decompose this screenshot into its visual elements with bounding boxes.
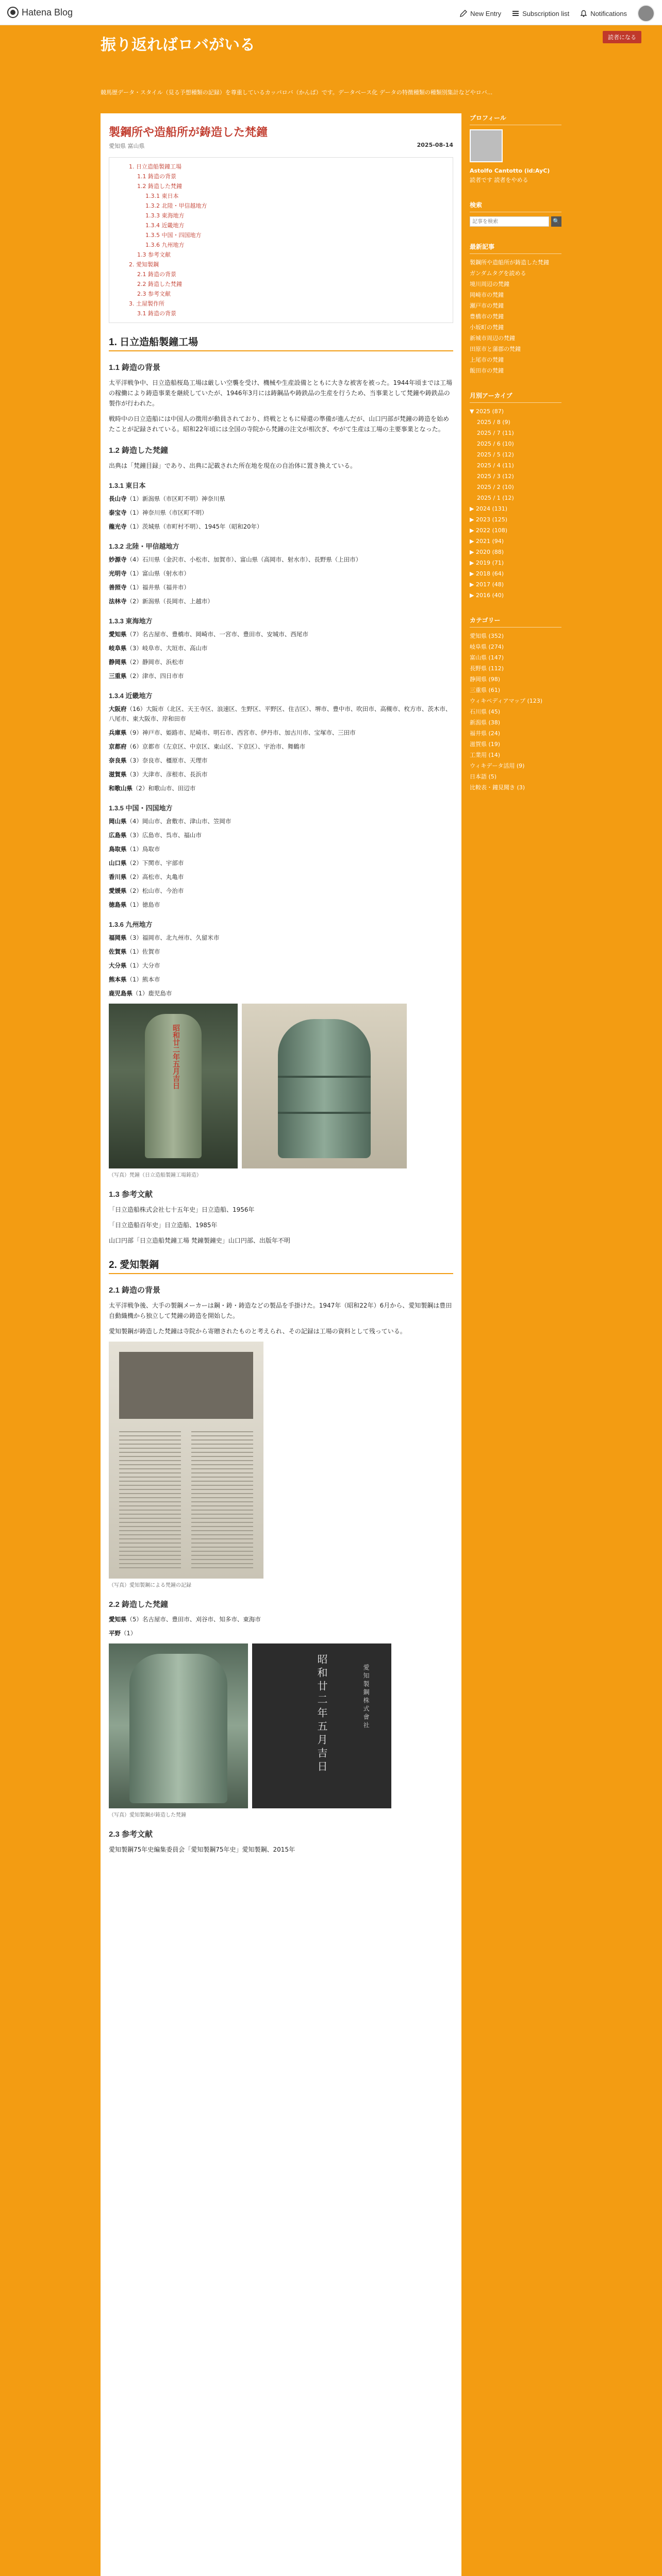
list-item-name[interactable]: 熊本県	[109, 976, 127, 983]
toc-list	[120, 162, 446, 318]
blog-description: 競馬歴データ・スタイル（見る予想種類の記録）を尊重しているカッパロバ（かんぱ）です。データベース化 データの特徴種類の種類別集計などやロバ...	[101, 89, 493, 96]
photo-row	[109, 1643, 453, 1808]
list-item	[109, 784, 453, 793]
list-item-text: （2）下関市、宇部市	[126, 859, 184, 867]
profile-name[interactable]: Astolfo Cantotto (id:AyC)	[470, 167, 550, 174]
toc-item[interactable]: 1.3.4 近畿地方	[145, 222, 185, 229]
sidebar-list-item	[470, 269, 561, 278]
sidebar-list-item	[470, 472, 561, 481]
reference-item: 山口円部「日立造船梵鐘工場 梵鐘製鐘史」山口円部、出版年不明	[109, 1237, 290, 1244]
sidebar-list-item	[470, 686, 561, 695]
region-list	[109, 630, 453, 681]
list-item-name[interactable]: 福岡県	[109, 934, 127, 941]
archive-module	[470, 391, 561, 600]
document-text-block	[119, 1429, 181, 1568]
sidebar-list-item	[470, 301, 561, 311]
top-bar	[0, 0, 662, 25]
list-item-text: （1）茨城県（市町村不明）、1945年（昭和20年）	[126, 523, 263, 530]
archive-link[interactable]: 2025 / 6 (10)	[477, 440, 514, 447]
recent-link[interactable]: 田原市と蒲郡の梵鐘	[470, 346, 521, 352]
list-item-text: （1）熊本市	[126, 976, 160, 983]
archive-link[interactable]: ▶ 2023 (125)	[470, 516, 508, 523]
bell-shape	[278, 1019, 371, 1158]
search-row	[470, 216, 561, 227]
entry-date: 2025-08-14	[417, 142, 453, 148]
list-item	[109, 900, 453, 910]
document-photo[interactable]	[109, 1342, 263, 1579]
list-item	[109, 886, 453, 896]
archive-link[interactable]: ▶ 2019 (71)	[470, 560, 504, 566]
bell-inscription: 昭和廿二年五月吉日	[316, 1654, 328, 1774]
list-item	[109, 704, 453, 724]
inscription-photo[interactable]	[252, 1643, 391, 1808]
recent-link[interactable]: 飯田市の梵鐘	[470, 367, 504, 374]
archive-link[interactable]: 2025 / 4 (11)	[477, 462, 514, 469]
sidebar-list-item	[470, 729, 561, 738]
pencil-icon	[459, 9, 468, 18]
search-icon[interactable]: 🔍	[551, 216, 561, 227]
list-item-text: （1）	[121, 1630, 137, 1637]
profile-subscribe-link[interactable]: 読者です 読者をやめる	[470, 177, 528, 183]
list-item-name[interactable]: 法林寺	[109, 598, 127, 605]
list-item-name[interactable]: 岡山県	[109, 818, 127, 825]
recent-list	[470, 258, 561, 376]
sidebar-list-item	[470, 591, 561, 600]
list-item-name[interactable]: 香川県	[109, 873, 127, 880]
document-text-block	[191, 1429, 253, 1568]
list-item-name[interactable]: 愛知県	[109, 1616, 127, 1623]
category-module	[470, 616, 561, 792]
category-link[interactable]: ウィキデータ活用 (9)	[470, 762, 525, 769]
list-item	[109, 643, 453, 653]
toc-item[interactable]: 1.1 鋳造の背景	[137, 173, 176, 180]
notifications-label: Notifications	[590, 9, 627, 18]
archive-link[interactable]: ▶ 2022 (108)	[470, 527, 508, 534]
list-item-text: （6）京都市（左京区、中京区、東山区、下京区）、宇治市、舞鶴市	[126, 743, 306, 750]
list-item	[109, 947, 453, 957]
bell-photo-left[interactable]	[109, 1004, 238, 1168]
list-item-name[interactable]: 妙源寺	[109, 556, 127, 563]
list-item	[109, 508, 453, 518]
archive-link[interactable]: 2025 / 7 (11)	[477, 430, 514, 436]
archive-link[interactable]: ▶ 2017 (48)	[470, 581, 504, 588]
list-item-name[interactable]: 泰宝寺	[109, 509, 127, 516]
list-item-text: （5）名古屋市、豊田市、刈谷市、知多市、東海市	[126, 1616, 261, 1623]
archive-link[interactable]: ▶ 2016 (40)	[470, 592, 504, 599]
list-item-text: （16）大阪市（北区、天王寺区、浪速区、生野区、平野区、住吉区）、堺市、豊中市、吹田市、高槻市、枚方市、茨木市、八尾市、東大阪市、岸和田市	[109, 705, 452, 722]
subsection-heading: 2.2 鋳造した梵鐘	[109, 1600, 169, 1609]
list-item-text: （7）名古屋市、豊橋市、岡崎市、一宮市、豊田市、安城市、西尾市	[126, 631, 308, 638]
list-item-text: （1）福井県（福井市）	[126, 584, 190, 591]
subscription-list-label: Subscription list	[522, 9, 570, 18]
sidebar-list-item	[470, 537, 561, 546]
list-item-name[interactable]: 徳島県	[109, 901, 127, 908]
sidebar-list-item	[470, 558, 561, 568]
sidebar-list-item	[470, 707, 561, 717]
category-link[interactable]: 富山県 (147)	[470, 654, 504, 661]
profile-module	[470, 113, 561, 185]
toc-item[interactable]: 1.3.2 北陸・甲信越地方	[145, 202, 207, 209]
sidebar-list-item	[470, 718, 561, 727]
sidebar-list-item	[470, 569, 561, 579]
region-list	[109, 933, 453, 998]
list-item-text: （1）神奈川県（市区町不明）	[126, 509, 208, 516]
entry-meta	[109, 142, 453, 150]
subsection-heading: 2.3 参考文献	[109, 1830, 153, 1839]
list-item-text: （9）神戸市、姫路市、尼崎市、明石市、西宮市、伊丹市、加古川市、宝塚市、三田市	[126, 729, 356, 736]
sidebar-list-item	[470, 772, 561, 782]
list-item-name[interactable]: 和歌山県	[109, 785, 133, 792]
sidebar-list-item	[470, 526, 561, 535]
sidebar-list-item	[470, 366, 561, 376]
category-link[interactable]: 石川県 (45)	[470, 708, 501, 715]
reference-list	[109, 1205, 453, 1246]
list-item-text: （4）石川県（金沢市、小松市、加賀市）、富山県（高岡市、射水市）、長野県（上田市）	[126, 556, 362, 563]
photo-caption: （写真）梵鐘（日立造船製鐘工場鋳造）	[109, 1173, 202, 1178]
toc-item[interactable]: 2.2 鋳造した梵鐘	[137, 281, 182, 287]
list-item	[109, 742, 453, 752]
list-item	[109, 569, 453, 579]
sidebar-list-item	[470, 280, 561, 289]
blog-header	[101, 25, 565, 87]
sidebar-list-item	[470, 323, 561, 332]
archive-link[interactable]: 2025 / 5 (12)	[477, 451, 514, 458]
list-item	[109, 770, 453, 779]
bell-inscription: 昭和廿二年五月吉日	[172, 1024, 180, 1089]
list-item	[109, 961, 453, 971]
list-item-text: （1）鳥取市	[126, 845, 160, 853]
profile-avatar[interactable]	[470, 129, 503, 162]
recent-module	[470, 242, 561, 376]
toc-item[interactable]: 3. 土屋製作所	[129, 300, 164, 307]
bell-inscription: 愛知製鋼株式會社	[362, 1664, 370, 1730]
region-heading: 1.3.3 東海地方	[109, 617, 153, 625]
archive-link[interactable]: 2025 / 1 (12)	[477, 495, 514, 501]
region-heading: 1.3.6 九州地方	[109, 921, 153, 928]
recent-link[interactable]: 新城市周辺の梵鐘	[470, 335, 515, 342]
archive-link[interactable]: ▼ 2025 (87)	[470, 408, 504, 415]
list-item	[109, 975, 453, 985]
sidebar-list-item	[470, 355, 561, 365]
subsection-heading: 1.3 参考文献	[109, 1190, 153, 1199]
region-heading: 1.3.2 北陸・甲信越地方	[109, 543, 179, 550]
sidebar-list-item	[470, 761, 561, 771]
toc-item[interactable]: 2.3 参考文献	[137, 291, 171, 297]
toc-item[interactable]: 1.3.6 九州地方	[145, 242, 185, 248]
photo-caption: （写真）愛知製鋼が鋳造した梵鐘	[109, 1812, 186, 1818]
list-item	[109, 756, 453, 766]
list-item-name[interactable]: 岐阜県	[109, 645, 127, 652]
sidebar-list-item	[470, 450, 561, 460]
category-link[interactable]: 福井県 (24)	[470, 730, 501, 737]
sidebar-list-item	[470, 783, 561, 792]
category-link[interactable]: 滋賀県 (19)	[470, 741, 501, 748]
archive-link[interactable]: ▶ 2024 (131)	[470, 505, 508, 512]
hatena-logo-icon	[7, 7, 19, 18]
sidebar-list-item	[470, 418, 561, 427]
sidebar-list-item	[470, 548, 561, 557]
list-item	[109, 933, 453, 943]
category-link[interactable]: 工業用 (14)	[470, 752, 501, 758]
region-list	[109, 555, 453, 606]
list-icon	[511, 9, 520, 18]
archive-link[interactable]: 2025 / 3 (12)	[477, 473, 514, 480]
list-item-text: （1）富山県（射水市）	[126, 570, 190, 577]
list-item-name[interactable]: 広島県	[109, 832, 127, 839]
sidebar-list-item	[470, 312, 561, 321]
category-heading: カテゴリー	[470, 616, 561, 628]
list-item-text: （3）広島市、呉市、福山市	[126, 832, 202, 839]
reference-item: 「日立造船百年史」日立造船、1985年	[109, 1222, 218, 1229]
search-heading: 検索	[470, 200, 561, 212]
sidebar-list-item	[470, 345, 561, 354]
paragraph: 戦時中の日立造船には中国人の徴用が動員されており、終戦とともに帰還の準備が進んだが、山口円部が梵鐘の鋳造を始めたことが記録されている。昭和22年頃には全国の寺院から梵鐘の注文が相次ぎ、やがて生産は工場の主要事業となった。	[109, 415, 450, 433]
sidebar-list-item	[470, 258, 561, 267]
list-item	[109, 494, 453, 504]
sidebar-list-item	[470, 642, 561, 652]
archive-link[interactable]: ▶ 2020 (88)	[470, 549, 504, 555]
sidebar-list-item	[470, 751, 561, 760]
sidebar-list-item	[470, 515, 561, 524]
list-item-text: （3）大津市、彦根市、長浜市	[126, 771, 208, 778]
archive-link[interactable]: 2025 / 8 (9)	[477, 419, 510, 426]
search-module	[470, 200, 561, 227]
sidebar-list-item	[470, 653, 561, 663]
sidebar-list-item	[470, 675, 561, 684]
hatena-logo[interactable]	[7, 7, 73, 18]
region-list	[109, 494, 453, 532]
category-link[interactable]: 岐阜県 (274)	[470, 643, 504, 650]
category-list	[470, 632, 561, 792]
list-item-text: （2）松山市、今治市	[126, 887, 184, 894]
region-heading: 1.3.1 東日本	[109, 482, 146, 489]
new-entry-link[interactable]	[459, 9, 501, 18]
category-link[interactable]: ウィキペディアマップ (123)	[470, 698, 543, 704]
category-link[interactable]: 比較表・鐘見聞き (3)	[470, 784, 525, 791]
list-item-name[interactable]: 滋賀県	[109, 771, 127, 778]
paragraph: 愛知製鋼が鋳造した梵鐘は寺院から寄贈されたものと考えられ、その記録は工場の資料として残っている。	[109, 1328, 406, 1335]
archive-link[interactable]: ▶ 2021 (94)	[470, 538, 504, 545]
list-item-name[interactable]: 京都府	[109, 743, 127, 750]
toc-item[interactable]: 1.2 鋳造した梵鐘	[137, 183, 182, 190]
subsection-heading: 1.1 鋳造の背景	[109, 363, 161, 372]
top-nav	[459, 5, 655, 22]
list-item-name[interactable]: 鹿児島県	[109, 990, 133, 997]
list-item	[109, 522, 453, 532]
bell-band	[278, 1112, 371, 1114]
list-item-text: （2）津市、四日市市	[126, 672, 184, 680]
category-link[interactable]: 長野県 (112)	[470, 665, 504, 672]
bell-band	[278, 1076, 371, 1078]
list-item	[109, 844, 453, 854]
table-of-contents	[109, 157, 453, 323]
region-heading: 1.3.4 近畿地方	[109, 692, 153, 700]
list-item	[109, 858, 453, 868]
list-item	[109, 989, 453, 998]
recent-link[interactable]: 豊橋市の梵鐘	[470, 313, 504, 320]
recent-link[interactable]: 上尾市の梵鐘	[470, 357, 504, 363]
list-item	[109, 555, 453, 565]
sidebar-list-item	[470, 664, 561, 673]
reference-list	[109, 1844, 453, 1855]
list-item-name[interactable]: 平野	[109, 1630, 121, 1637]
list-item	[109, 817, 453, 826]
list-item-name[interactable]: 奈良県	[109, 757, 127, 764]
toc-item[interactable]: 1. 日立造船製鐘工場	[129, 163, 181, 170]
list-item-text: （3）奈良市、橿原市、天理市	[126, 757, 208, 764]
region-heading: 1.3.5 中国・四国地方	[109, 804, 173, 812]
list-item-text: （1）大分市	[126, 962, 160, 969]
photo-row	[109, 1004, 453, 1168]
list-item	[109, 630, 453, 639]
category-link[interactable]: 新潟県 (38)	[470, 719, 501, 726]
list-item-text: （1）新潟県（市区町不明）神奈川県	[126, 495, 225, 502]
sidebar-list-item	[470, 483, 561, 492]
list-item-text: （1）徳島市	[126, 901, 160, 908]
recent-link[interactable]: 境川周辺の梵鐘	[470, 281, 509, 287]
toc-item[interactable]: 1.3.5 中国・四国地方	[145, 232, 202, 239]
list-item	[109, 1629, 453, 1638]
bell-icon	[580, 9, 588, 18]
sidebar-list-item	[470, 697, 561, 706]
list-item-name[interactable]: 大阪府	[109, 705, 127, 713]
region-list	[109, 704, 453, 793]
sidebar-list-item	[470, 291, 561, 300]
sidebar-list-item	[470, 504, 561, 514]
recent-heading: 最新記事	[470, 242, 561, 254]
sidebar-list-item	[470, 461, 561, 470]
sidebar-list-item	[470, 429, 561, 438]
photo-caption: （写真）愛知製鋼による梵鐘の記録	[109, 1583, 191, 1588]
sidebar-list-item	[470, 334, 561, 343]
list-item	[109, 1615, 453, 1624]
notifications-link[interactable]	[580, 9, 627, 18]
list-item-text: （2）高松市、丸亀市	[126, 873, 184, 880]
list-item-text: （4）岡山市、倉敷市、津山市、笠岡市	[126, 818, 231, 825]
category-link[interactable]: 静岡県 (98)	[470, 676, 501, 683]
recent-link[interactable]: 製鋼所や造船所が鋳造した梵鐘	[470, 259, 549, 266]
list-item-text: （1）佐賀市	[126, 948, 160, 955]
list-item	[109, 657, 453, 667]
main-content	[101, 113, 461, 2576]
list-item-text: （1）鹿児島市	[133, 990, 172, 997]
list-item-name[interactable]: 長山寺	[109, 495, 127, 502]
recent-link[interactable]: ガンダムタグを読める	[470, 270, 526, 277]
list-item	[109, 831, 453, 840]
blog-title[interactable]: 振り返ればロバがいる	[101, 37, 255, 54]
paragraph: 太平洋戦争後、大手の製鋼メーカーは鋼・鋳・鋳造などの製品を手掛けた。1947年（昭和22年）6月から、愛知製鋼は豊田自動織機から独立して梵鐘の鋳造を開始した。	[109, 1302, 452, 1319]
paragraph: 出典は「梵鐘目録」であり、出典に記載された所在地を現在の自治体に置き換えている。	[109, 462, 357, 469]
recent-link[interactable]: 瀬戸市の梵鐘	[470, 302, 504, 309]
subscribe-button[interactable]: 読者になる	[603, 31, 641, 43]
list-item-text: （2）和歌山市、田辺市	[133, 785, 196, 792]
archive-heading: 月別アーカイブ	[470, 391, 561, 403]
bell-photo-left[interactable]	[109, 1643, 248, 1808]
paragraph: 太平洋戦争中、日立造船桜島工場は厳しい空襲を受け、機械や生産設備とともに大きな被害を被った。1944年頃までは工場の稼働により鋳造事業を継続していたが、1946年3月には鋳鋼品や鋳鉄品の生産を行うため、当事業として梵鐘や鋳鉄品の製作が行われた。	[109, 379, 453, 407]
reference-item: 「日立造船株式会社七十五年史」日立造船、1956年	[109, 1206, 255, 1213]
list-item-name[interactable]: 善照寺	[109, 584, 127, 591]
toc-item[interactable]: 2.1 鋳造の背景	[137, 271, 176, 278]
search-input[interactable]	[470, 216, 549, 227]
toc-item[interactable]: 1.3.3 東海地方	[145, 212, 185, 219]
list-item-text: （2）静岡市、浜松市	[126, 658, 184, 666]
list-item-name[interactable]: 龍光寺	[109, 523, 127, 530]
category-link[interactable]: 愛知県 (352)	[470, 633, 504, 639]
category-link[interactable]: 日本語 (5)	[470, 773, 497, 780]
entry-category[interactable]: 愛知県 富山県	[109, 143, 145, 149]
section-heading: 1. 日立造船製鐘工場	[109, 334, 453, 351]
bell-photo-right[interactable]	[242, 1004, 407, 1168]
recent-link[interactable]: 小坂町の梵鐘	[470, 324, 504, 331]
list-item-name[interactable]: 大分県	[109, 962, 127, 969]
list-item-text: （2）新潟県（長岡市、上越市）	[126, 598, 213, 605]
sidebar-list-item	[470, 407, 561, 416]
bell-shape	[129, 1654, 227, 1803]
recent-link[interactable]: 岡崎市の梵鐘	[470, 292, 504, 298]
toc-item[interactable]: 1.3.1 東日本	[145, 193, 179, 199]
document-image-block	[119, 1352, 253, 1419]
reference-item: 愛知製鋼75年史編集委員会「愛知製鋼75年史」愛知製鋼、2015年	[109, 1846, 295, 1853]
list-item	[109, 597, 453, 606]
list-item-name[interactable]: 愛媛県	[109, 887, 127, 894]
toc-item[interactable]: 2. 愛知製鋼	[129, 261, 159, 268]
logo-text: Hatena Blog	[22, 7, 73, 18]
user-avatar[interactable]	[637, 5, 655, 22]
list-item	[109, 728, 453, 738]
category-link[interactable]: 三重県 (61)	[470, 687, 501, 693]
list-item-name[interactable]: 静岡県	[109, 658, 127, 666]
sidebar-list-item	[470, 580, 561, 589]
sidebar-list-item	[470, 740, 561, 749]
toc-item[interactable]: 3.1 鋳造の背景	[137, 310, 176, 317]
region-list	[109, 817, 453, 910]
profile-heading: プロフィール	[470, 113, 561, 125]
section-heading: 2. 愛知製鋼	[109, 1257, 453, 1274]
subsection-heading: 2.1 鋳造の背景	[109, 1286, 161, 1295]
sidebar-list-item	[470, 632, 561, 641]
region-list	[109, 1615, 453, 1638]
toc-item[interactable]: 1.3 参考文献	[137, 251, 171, 258]
list-item-name[interactable]: 三重県	[109, 672, 127, 680]
list-item-name[interactable]: 山口県	[109, 859, 127, 867]
list-item-name[interactable]: 愛知県	[109, 631, 127, 638]
archive-link[interactable]: 2025 / 2 (10)	[477, 484, 514, 490]
sidebar	[470, 113, 561, 808]
sidebar-list-item	[470, 494, 561, 503]
list-item	[109, 872, 453, 882]
list-item-name[interactable]: 佐賀県	[109, 948, 127, 955]
list-item-text: （3）福岡市、北九州市、久留米市	[126, 934, 220, 941]
entry-title[interactable]: 製鋼所や造船所が鋳造した梵鐘	[109, 126, 268, 139]
subsection-heading: 1.2 鋳造した梵鐘	[109, 446, 169, 455]
list-item-name[interactable]: 鳥取県	[109, 845, 127, 853]
list-item	[109, 671, 453, 681]
list-item-name[interactable]: 兵庫県	[109, 729, 127, 736]
subscription-list-link[interactable]	[511, 9, 569, 18]
list-item-name[interactable]: 光明寺	[109, 570, 127, 577]
new-entry-label: New Entry	[470, 9, 502, 18]
list-item	[109, 583, 453, 592]
archive-list	[470, 407, 561, 600]
list-item-text: （3）岐阜市、大垣市、高山市	[126, 645, 208, 652]
sidebar-list-item	[470, 439, 561, 449]
archive-link[interactable]: ▶ 2018 (64)	[470, 570, 504, 577]
